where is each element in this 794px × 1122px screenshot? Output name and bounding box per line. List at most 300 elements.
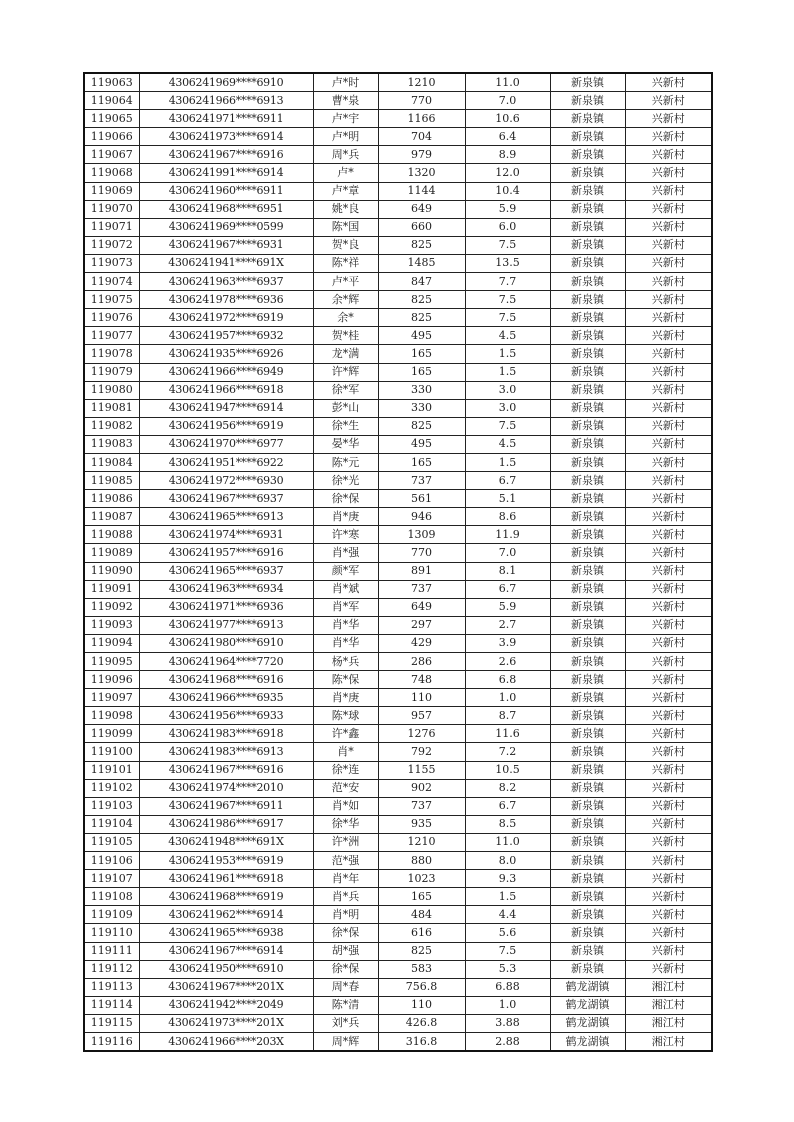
serial-number-cell: 119103 bbox=[84, 797, 139, 815]
name-cell: 陈*祥 bbox=[313, 254, 378, 272]
amount-cell: 426.8 bbox=[378, 1014, 465, 1032]
name-cell: 刘*兵 bbox=[313, 1014, 378, 1032]
serial-number-cell: 119085 bbox=[84, 472, 139, 490]
township-cell: 新泉镇 bbox=[550, 110, 625, 128]
amount-cell: 330 bbox=[378, 399, 465, 417]
table-row bbox=[84, 634, 712, 652]
township-cell: 新泉镇 bbox=[550, 490, 625, 508]
name-cell: 姚*良 bbox=[313, 200, 378, 218]
table-row bbox=[84, 960, 712, 978]
table-row bbox=[84, 689, 712, 707]
serial-number-cell: 119098 bbox=[84, 707, 139, 725]
table-row bbox=[84, 345, 712, 363]
township-cell: 新泉镇 bbox=[550, 888, 625, 906]
township-cell: 新泉镇 bbox=[550, 508, 625, 526]
id-number-cell: 4306241966****203X bbox=[139, 1032, 313, 1051]
amount-cell: 880 bbox=[378, 852, 465, 870]
amount-cell: 748 bbox=[378, 671, 465, 689]
amount-cell: 1023 bbox=[378, 870, 465, 888]
village-cell: 兴新村 bbox=[625, 815, 712, 833]
name-cell: 卢* bbox=[313, 164, 378, 182]
quantity-cell: 6.0 bbox=[465, 218, 550, 236]
township-cell: 新泉镇 bbox=[550, 200, 625, 218]
quantity-cell: 1.0 bbox=[465, 996, 550, 1014]
table-row bbox=[84, 236, 712, 254]
serial-number-cell: 119114 bbox=[84, 996, 139, 1014]
name-cell: 许*辉 bbox=[313, 363, 378, 381]
amount-cell: 495 bbox=[378, 435, 465, 453]
id-number-cell: 4306241941****691X bbox=[139, 254, 313, 272]
name-cell: 卢*平 bbox=[313, 273, 378, 291]
village-cell: 兴新村 bbox=[625, 273, 712, 291]
serial-number-cell: 119113 bbox=[84, 978, 139, 996]
table-row bbox=[84, 942, 712, 960]
village-cell: 湘江村 bbox=[625, 1032, 712, 1051]
village-cell: 兴新村 bbox=[625, 653, 712, 671]
township-cell: 新泉镇 bbox=[550, 779, 625, 797]
serial-number-cell: 119112 bbox=[84, 960, 139, 978]
village-cell: 兴新村 bbox=[625, 598, 712, 616]
village-cell: 兴新村 bbox=[625, 490, 712, 508]
village-cell: 兴新村 bbox=[625, 906, 712, 924]
serial-number-cell: 119086 bbox=[84, 490, 139, 508]
serial-number-cell: 119069 bbox=[84, 182, 139, 200]
amount-cell: 825 bbox=[378, 291, 465, 309]
serial-number-cell: 119071 bbox=[84, 218, 139, 236]
id-number-cell: 4306241967****6916 bbox=[139, 146, 313, 164]
name-cell: 卢*时 bbox=[313, 73, 378, 92]
serial-number-cell: 119081 bbox=[84, 399, 139, 417]
name-cell: 肖*军 bbox=[313, 598, 378, 616]
township-cell: 新泉镇 bbox=[550, 671, 625, 689]
id-number-cell: 4306241967****6916 bbox=[139, 761, 313, 779]
name-cell: 颜*军 bbox=[313, 562, 378, 580]
village-cell: 兴新村 bbox=[625, 218, 712, 236]
serial-number-cell: 119083 bbox=[84, 435, 139, 453]
table-row bbox=[84, 526, 712, 544]
township-cell: 新泉镇 bbox=[550, 453, 625, 471]
village-cell: 兴新村 bbox=[625, 182, 712, 200]
table-row bbox=[84, 381, 712, 399]
id-number-cell: 4306241947****6914 bbox=[139, 399, 313, 417]
serial-number-cell: 119070 bbox=[84, 200, 139, 218]
township-cell: 新泉镇 bbox=[550, 417, 625, 435]
township-cell: 新泉镇 bbox=[550, 924, 625, 942]
serial-number-cell: 119089 bbox=[84, 544, 139, 562]
quantity-cell: 1.0 bbox=[465, 689, 550, 707]
amount-cell: 825 bbox=[378, 417, 465, 435]
id-number-cell: 4306241972****6930 bbox=[139, 472, 313, 490]
village-cell: 兴新村 bbox=[625, 236, 712, 254]
serial-number-cell: 119076 bbox=[84, 309, 139, 327]
serial-number-cell: 119092 bbox=[84, 598, 139, 616]
township-cell: 新泉镇 bbox=[550, 544, 625, 562]
name-cell: 余*辉 bbox=[313, 291, 378, 309]
amount-cell: 1309 bbox=[378, 526, 465, 544]
quantity-cell: 7.5 bbox=[465, 942, 550, 960]
table-row bbox=[84, 815, 712, 833]
name-cell: 余* bbox=[313, 309, 378, 327]
township-cell: 新泉镇 bbox=[550, 725, 625, 743]
name-cell: 许*洲 bbox=[313, 833, 378, 851]
amount-cell: 1144 bbox=[378, 182, 465, 200]
name-cell: 杨*兵 bbox=[313, 653, 378, 671]
id-number-cell: 4306241965****6913 bbox=[139, 508, 313, 526]
village-cell: 兴新村 bbox=[625, 146, 712, 164]
name-cell: 徐*生 bbox=[313, 417, 378, 435]
township-cell: 新泉镇 bbox=[550, 598, 625, 616]
township-cell: 新泉镇 bbox=[550, 236, 625, 254]
id-number-cell: 4306241966****6949 bbox=[139, 363, 313, 381]
name-cell: 徐*光 bbox=[313, 472, 378, 490]
serial-number-cell: 119110 bbox=[84, 924, 139, 942]
quantity-cell: 4.5 bbox=[465, 435, 550, 453]
id-number-cell: 4306241969****0599 bbox=[139, 218, 313, 236]
table-row bbox=[84, 562, 712, 580]
township-cell: 新泉镇 bbox=[550, 381, 625, 399]
table-row bbox=[84, 73, 712, 92]
township-cell: 新泉镇 bbox=[550, 182, 625, 200]
amount-cell: 1210 bbox=[378, 833, 465, 851]
township-cell: 新泉镇 bbox=[550, 92, 625, 110]
township-cell: 新泉镇 bbox=[550, 526, 625, 544]
table-row bbox=[84, 273, 712, 291]
township-cell: 鹤龙湖镇 bbox=[550, 996, 625, 1014]
amount-cell: 704 bbox=[378, 128, 465, 146]
amount-cell: 825 bbox=[378, 309, 465, 327]
name-cell: 肖*庚 bbox=[313, 508, 378, 526]
amount-cell: 330 bbox=[378, 381, 465, 399]
township-cell: 新泉镇 bbox=[550, 254, 625, 272]
id-number-cell: 4306241953****6919 bbox=[139, 852, 313, 870]
quantity-cell: 7.5 bbox=[465, 309, 550, 327]
amount-cell: 165 bbox=[378, 345, 465, 363]
id-number-cell: 4306241963****6934 bbox=[139, 580, 313, 598]
quantity-cell: 7.5 bbox=[465, 291, 550, 309]
id-number-cell: 4306241967****201X bbox=[139, 978, 313, 996]
name-cell: 卢*明 bbox=[313, 128, 378, 146]
amount-cell: 1485 bbox=[378, 254, 465, 272]
village-cell: 兴新村 bbox=[625, 888, 712, 906]
table-row bbox=[84, 580, 712, 598]
id-number-cell: 4306241971****6911 bbox=[139, 110, 313, 128]
village-cell: 兴新村 bbox=[625, 399, 712, 417]
amount-cell: 737 bbox=[378, 472, 465, 490]
village-cell: 兴新村 bbox=[625, 924, 712, 942]
id-number-cell: 4306241957****6932 bbox=[139, 327, 313, 345]
id-number-cell: 4306241950****6910 bbox=[139, 960, 313, 978]
name-cell: 周*辉 bbox=[313, 1032, 378, 1051]
township-cell: 新泉镇 bbox=[550, 363, 625, 381]
amount-cell: 957 bbox=[378, 707, 465, 725]
table-row bbox=[84, 417, 712, 435]
serial-number-cell: 119088 bbox=[84, 526, 139, 544]
name-cell: 卢*章 bbox=[313, 182, 378, 200]
quantity-cell: 10.4 bbox=[465, 182, 550, 200]
quantity-cell: 3.9 bbox=[465, 634, 550, 652]
quantity-cell: 8.2 bbox=[465, 779, 550, 797]
quantity-cell: 3.88 bbox=[465, 1014, 550, 1032]
township-cell: 新泉镇 bbox=[550, 906, 625, 924]
name-cell: 范*强 bbox=[313, 852, 378, 870]
table-row bbox=[84, 254, 712, 272]
amount-cell: 770 bbox=[378, 92, 465, 110]
amount-cell: 756.8 bbox=[378, 978, 465, 996]
serial-number-cell: 119102 bbox=[84, 779, 139, 797]
table-row bbox=[84, 164, 712, 182]
quantity-cell: 5.3 bbox=[465, 960, 550, 978]
amount-cell: 165 bbox=[378, 453, 465, 471]
township-cell: 新泉镇 bbox=[550, 833, 625, 851]
village-cell: 兴新村 bbox=[625, 291, 712, 309]
serial-number-cell: 119105 bbox=[84, 833, 139, 851]
id-number-cell: 4306241964****7720 bbox=[139, 653, 313, 671]
serial-number-cell: 119065 bbox=[84, 110, 139, 128]
name-cell: 陈*国 bbox=[313, 218, 378, 236]
quantity-cell: 3.0 bbox=[465, 399, 550, 417]
table-row bbox=[84, 110, 712, 128]
amount-cell: 649 bbox=[378, 200, 465, 218]
quantity-cell: 7.0 bbox=[465, 92, 550, 110]
amount-cell: 792 bbox=[378, 743, 465, 761]
table-row bbox=[84, 833, 712, 851]
quantity-cell: 11.0 bbox=[465, 833, 550, 851]
name-cell: 曹*泉 bbox=[313, 92, 378, 110]
village-cell: 兴新村 bbox=[625, 616, 712, 634]
id-number-cell: 4306241956****6933 bbox=[139, 707, 313, 725]
table-row bbox=[84, 743, 712, 761]
quantity-cell: 2.88 bbox=[465, 1032, 550, 1051]
id-number-cell: 4306241967****6937 bbox=[139, 490, 313, 508]
township-cell: 新泉镇 bbox=[550, 562, 625, 580]
amount-cell: 495 bbox=[378, 327, 465, 345]
table-row bbox=[84, 870, 712, 888]
amount-cell: 946 bbox=[378, 508, 465, 526]
village-cell: 兴新村 bbox=[625, 92, 712, 110]
name-cell: 肖*斌 bbox=[313, 580, 378, 598]
amount-cell: 1155 bbox=[378, 761, 465, 779]
township-cell: 新泉镇 bbox=[550, 797, 625, 815]
amount-cell: 737 bbox=[378, 797, 465, 815]
township-cell: 新泉镇 bbox=[550, 761, 625, 779]
name-cell: 徐*军 bbox=[313, 381, 378, 399]
township-cell: 新泉镇 bbox=[550, 960, 625, 978]
table-row bbox=[84, 598, 712, 616]
name-cell: 肖*明 bbox=[313, 906, 378, 924]
serial-number-cell: 119087 bbox=[84, 508, 139, 526]
village-cell: 兴新村 bbox=[625, 761, 712, 779]
table-row bbox=[84, 490, 712, 508]
township-cell: 新泉镇 bbox=[550, 218, 625, 236]
table-row bbox=[84, 508, 712, 526]
id-number-cell: 4306241968****6916 bbox=[139, 671, 313, 689]
id-number-cell: 4306241935****6926 bbox=[139, 345, 313, 363]
table-row bbox=[84, 852, 712, 870]
amount-cell: 316.8 bbox=[378, 1032, 465, 1051]
id-number-cell: 4306241968****6951 bbox=[139, 200, 313, 218]
township-cell: 新泉镇 bbox=[550, 472, 625, 490]
quantity-cell: 1.5 bbox=[465, 345, 550, 363]
table-row bbox=[84, 725, 712, 743]
serial-number-cell: 119082 bbox=[84, 417, 139, 435]
quantity-cell: 11.6 bbox=[465, 725, 550, 743]
name-cell: 龙*满 bbox=[313, 345, 378, 363]
name-cell: 肖*华 bbox=[313, 616, 378, 634]
table-row bbox=[84, 924, 712, 942]
table-row bbox=[84, 653, 712, 671]
township-cell: 新泉镇 bbox=[550, 870, 625, 888]
village-cell: 兴新村 bbox=[625, 544, 712, 562]
township-cell: 新泉镇 bbox=[550, 291, 625, 309]
serial-number-cell: 119075 bbox=[84, 291, 139, 309]
township-cell: 新泉镇 bbox=[550, 815, 625, 833]
village-cell: 兴新村 bbox=[625, 200, 712, 218]
name-cell: 周*春 bbox=[313, 978, 378, 996]
amount-cell: 286 bbox=[378, 653, 465, 671]
name-cell: 许*寒 bbox=[313, 526, 378, 544]
table-row bbox=[84, 363, 712, 381]
serial-number-cell: 119063 bbox=[84, 73, 139, 92]
township-cell: 新泉镇 bbox=[550, 73, 625, 92]
table-row bbox=[84, 399, 712, 417]
quantity-cell: 7.5 bbox=[465, 236, 550, 254]
village-cell: 兴新村 bbox=[625, 707, 712, 725]
name-cell: 徐*保 bbox=[313, 960, 378, 978]
id-number-cell: 4306241974****6931 bbox=[139, 526, 313, 544]
amount-cell: 1166 bbox=[378, 110, 465, 128]
table-row bbox=[84, 291, 712, 309]
amount-cell: 165 bbox=[378, 363, 465, 381]
id-number-cell: 4306241956****6919 bbox=[139, 417, 313, 435]
quantity-cell: 5.6 bbox=[465, 924, 550, 942]
township-cell: 新泉镇 bbox=[550, 128, 625, 146]
name-cell: 周*兵 bbox=[313, 146, 378, 164]
amount-cell: 979 bbox=[378, 146, 465, 164]
table-row bbox=[84, 779, 712, 797]
township-cell: 新泉镇 bbox=[550, 653, 625, 671]
amount-cell: 165 bbox=[378, 888, 465, 906]
township-cell: 鹤龙湖镇 bbox=[550, 1014, 625, 1032]
amount-cell: 110 bbox=[378, 689, 465, 707]
township-cell: 新泉镇 bbox=[550, 942, 625, 960]
township-cell: 新泉镇 bbox=[550, 616, 625, 634]
quantity-cell: 9.3 bbox=[465, 870, 550, 888]
serial-number-cell: 119099 bbox=[84, 725, 139, 743]
village-cell: 兴新村 bbox=[625, 327, 712, 345]
quantity-cell: 7.0 bbox=[465, 544, 550, 562]
serial-number-cell: 119095 bbox=[84, 653, 139, 671]
amount-cell: 616 bbox=[378, 924, 465, 942]
name-cell: 肖*华 bbox=[313, 634, 378, 652]
amount-cell: 583 bbox=[378, 960, 465, 978]
village-cell: 兴新村 bbox=[625, 363, 712, 381]
village-cell: 兴新村 bbox=[625, 128, 712, 146]
id-number-cell: 4306241963****6937 bbox=[139, 273, 313, 291]
township-cell: 新泉镇 bbox=[550, 707, 625, 725]
amount-cell: 847 bbox=[378, 273, 465, 291]
village-cell: 兴新村 bbox=[625, 870, 712, 888]
village-cell: 兴新村 bbox=[625, 725, 712, 743]
table-row bbox=[84, 182, 712, 200]
quantity-cell: 8.6 bbox=[465, 508, 550, 526]
amount-cell: 1276 bbox=[378, 725, 465, 743]
table-row bbox=[84, 906, 712, 924]
village-cell: 兴新村 bbox=[625, 779, 712, 797]
village-cell: 兴新村 bbox=[625, 472, 712, 490]
amount-cell: 649 bbox=[378, 598, 465, 616]
amount-cell: 297 bbox=[378, 616, 465, 634]
serial-number-cell: 119108 bbox=[84, 888, 139, 906]
quantity-cell: 3.0 bbox=[465, 381, 550, 399]
village-cell: 兴新村 bbox=[625, 942, 712, 960]
table-row bbox=[84, 978, 712, 996]
name-cell: 卢*宇 bbox=[313, 110, 378, 128]
id-number-cell: 4306241967****6911 bbox=[139, 797, 313, 815]
records-table bbox=[83, 72, 713, 1052]
serial-number-cell: 119101 bbox=[84, 761, 139, 779]
id-number-cell: 4306241991****6914 bbox=[139, 164, 313, 182]
village-cell: 兴新村 bbox=[625, 381, 712, 399]
id-number-cell: 4306241966****6935 bbox=[139, 689, 313, 707]
serial-number-cell: 119064 bbox=[84, 92, 139, 110]
id-number-cell: 4306241983****6913 bbox=[139, 743, 313, 761]
id-number-cell: 4306241977****6913 bbox=[139, 616, 313, 634]
township-cell: 新泉镇 bbox=[550, 164, 625, 182]
serial-number-cell: 119097 bbox=[84, 689, 139, 707]
quantity-cell: 4.4 bbox=[465, 906, 550, 924]
id-number-cell: 4306241973****6914 bbox=[139, 128, 313, 146]
quantity-cell: 7.7 bbox=[465, 273, 550, 291]
serial-number-cell: 119104 bbox=[84, 815, 139, 833]
quantity-cell: 1.5 bbox=[465, 888, 550, 906]
village-cell: 兴新村 bbox=[625, 580, 712, 598]
table-row bbox=[84, 92, 712, 110]
township-cell: 新泉镇 bbox=[550, 146, 625, 164]
table-row bbox=[84, 996, 712, 1014]
name-cell: 许*鑫 bbox=[313, 725, 378, 743]
township-cell: 新泉镇 bbox=[550, 634, 625, 652]
village-cell: 湘江村 bbox=[625, 1014, 712, 1032]
serial-number-cell: 119078 bbox=[84, 345, 139, 363]
quantity-cell: 6.7 bbox=[465, 580, 550, 598]
township-cell: 新泉镇 bbox=[550, 309, 625, 327]
township-cell: 鹤龙湖镇 bbox=[550, 1032, 625, 1051]
id-number-cell: 4306241965****6938 bbox=[139, 924, 313, 942]
quantity-cell: 8.9 bbox=[465, 146, 550, 164]
village-cell: 兴新村 bbox=[625, 309, 712, 327]
township-cell: 新泉镇 bbox=[550, 689, 625, 707]
quantity-cell: 2.6 bbox=[465, 653, 550, 671]
serial-number-cell: 119084 bbox=[84, 453, 139, 471]
amount-cell: 935 bbox=[378, 815, 465, 833]
village-cell: 兴新村 bbox=[625, 508, 712, 526]
serial-number-cell: 119068 bbox=[84, 164, 139, 182]
serial-number-cell: 119115 bbox=[84, 1014, 139, 1032]
village-cell: 兴新村 bbox=[625, 110, 712, 128]
amount-cell: 737 bbox=[378, 580, 465, 598]
township-cell: 新泉镇 bbox=[550, 399, 625, 417]
id-number-cell: 4306241973****201X bbox=[139, 1014, 313, 1032]
serial-number-cell: 119107 bbox=[84, 870, 139, 888]
quantity-cell: 8.1 bbox=[465, 562, 550, 580]
quantity-cell: 10.5 bbox=[465, 761, 550, 779]
quantity-cell: 5.9 bbox=[465, 200, 550, 218]
serial-number-cell: 119090 bbox=[84, 562, 139, 580]
village-cell: 湘江村 bbox=[625, 978, 712, 996]
amount-cell: 825 bbox=[378, 942, 465, 960]
quantity-cell: 6.7 bbox=[465, 472, 550, 490]
name-cell: 胡*强 bbox=[313, 942, 378, 960]
